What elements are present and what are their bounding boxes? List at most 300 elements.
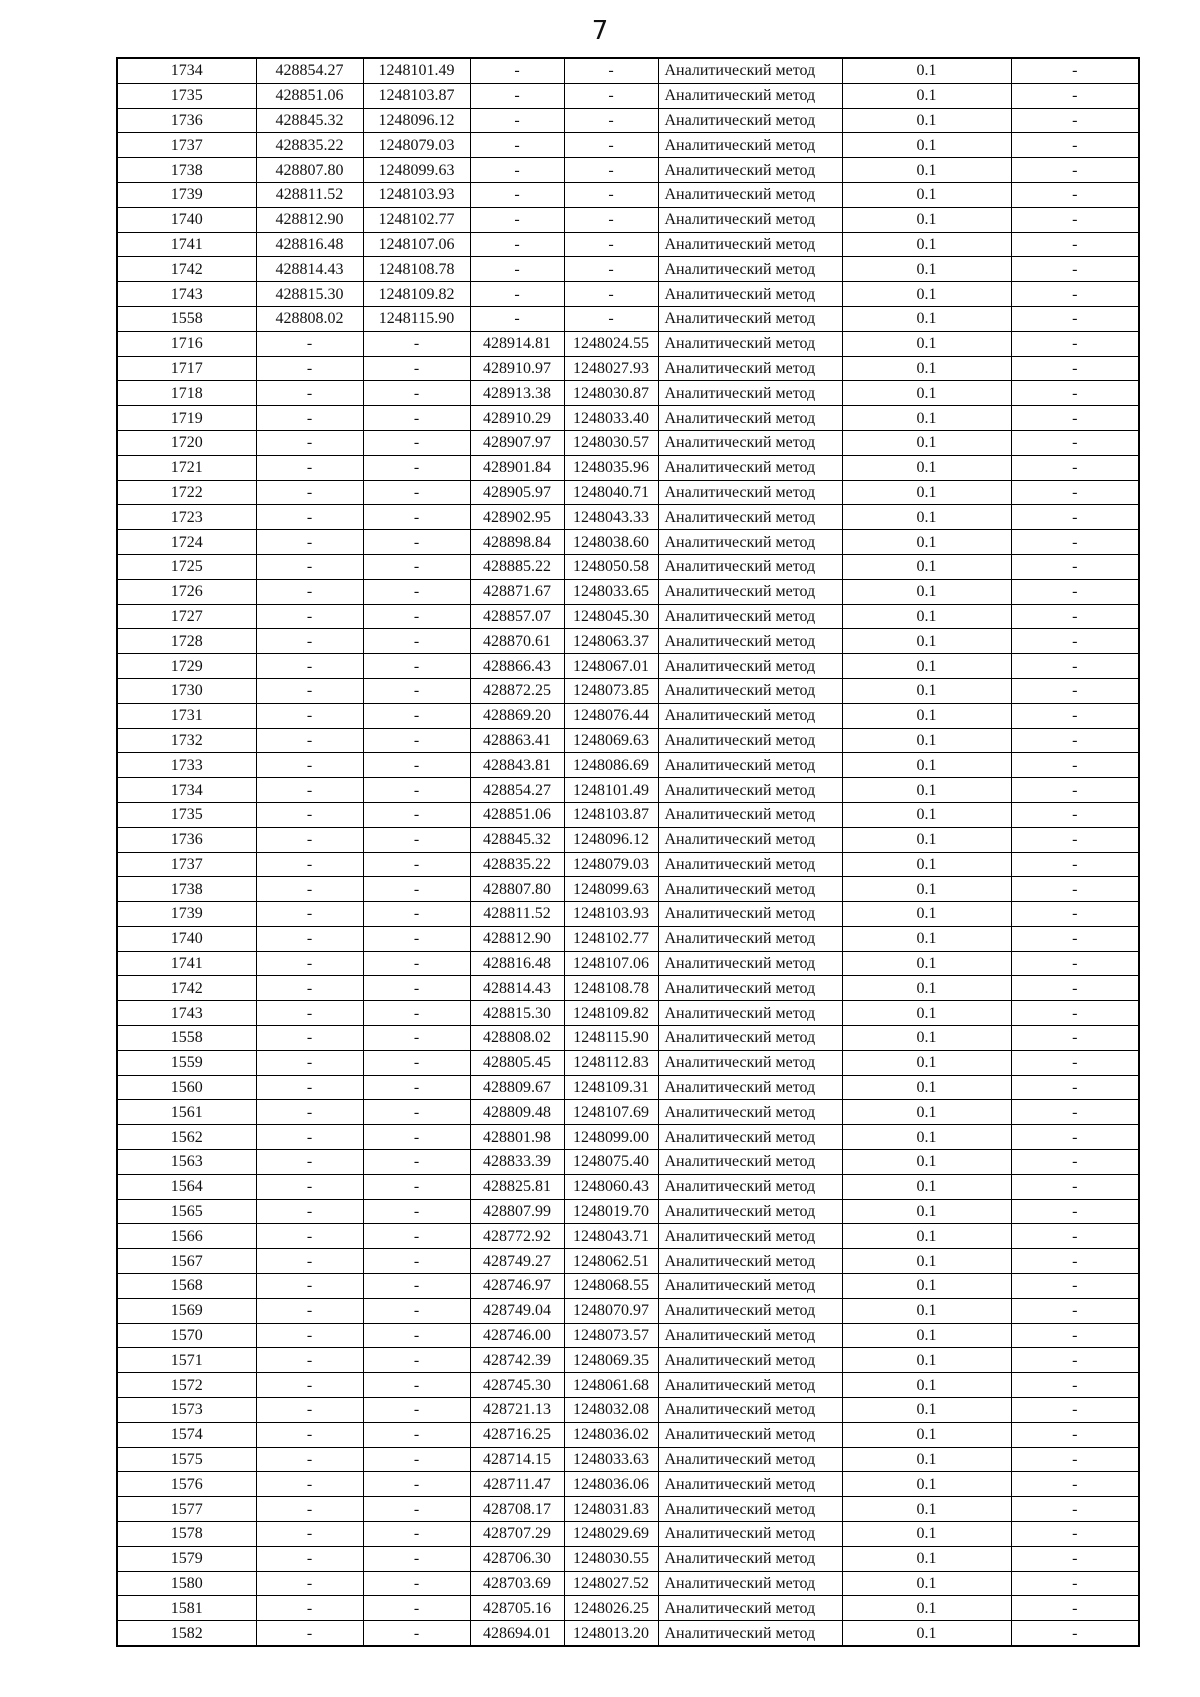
cell-existing-y: - (363, 1174, 470, 1199)
cell-new-y: - (564, 182, 658, 207)
cell-existing-x: - (256, 1050, 363, 1075)
cell-method: Аналитический метод (658, 629, 842, 654)
table-row (117, 926, 1139, 951)
cell-point-number: 1563 (117, 1150, 256, 1175)
cell-new-x: 428907.97 (470, 430, 564, 455)
cell-method: Аналитический метод (658, 381, 842, 406)
table-body (117, 58, 1139, 1646)
cell-existing-x: 428816.48 (256, 232, 363, 257)
cell-new-x: 428772.92 (470, 1224, 564, 1249)
cell-description: - (1011, 1522, 1139, 1547)
cell-existing-x: - (256, 455, 363, 480)
cell-existing-y: - (363, 1150, 470, 1175)
cell-description: - (1011, 406, 1139, 431)
cell-existing-x: - (256, 1422, 363, 1447)
cell-description: - (1011, 282, 1139, 307)
cell-existing-x: - (256, 331, 363, 356)
cell-new-x: 428801.98 (470, 1125, 564, 1150)
table-row (117, 1174, 1139, 1199)
cell-description: - (1011, 1199, 1139, 1224)
cell-new-y: 1248107.69 (564, 1100, 658, 1125)
cell-description: - (1011, 1298, 1139, 1323)
cell-method: Аналитический метод (658, 1100, 842, 1125)
cell-new-x: 428913.38 (470, 381, 564, 406)
table-row (117, 877, 1139, 902)
table-row (117, 604, 1139, 629)
cell-point-number: 1736 (117, 827, 256, 852)
cell-new-x: 428854.27 (470, 778, 564, 803)
cell-existing-y: - (363, 1323, 470, 1348)
cell-method: Аналитический метод (658, 1596, 842, 1621)
cell-new-x: 428703.69 (470, 1571, 564, 1596)
cell-new-y: - (564, 133, 658, 158)
cell-existing-y: - (363, 654, 470, 679)
cell-point-number: 1738 (117, 877, 256, 902)
cell-new-x: - (470, 58, 564, 83)
cell-method: Аналитический метод (658, 158, 842, 183)
cell-precision: 0.1 (842, 158, 1011, 183)
table-row (117, 430, 1139, 455)
cell-method: Аналитический метод (658, 778, 842, 803)
cell-new-y: 1248031.83 (564, 1497, 658, 1522)
cell-description: - (1011, 1100, 1139, 1125)
cell-new-x: 428833.39 (470, 1150, 564, 1175)
cell-method: Аналитический метод (658, 951, 842, 976)
cell-point-number: 1721 (117, 455, 256, 480)
cell-existing-y: 1248102.77 (363, 207, 470, 232)
cell-existing-x: 428811.52 (256, 182, 363, 207)
cell-method: Аналитический метод (658, 306, 842, 331)
cell-existing-x: - (256, 1001, 363, 1026)
cell-description: - (1011, 530, 1139, 555)
cell-new-x: 428807.99 (470, 1199, 564, 1224)
cell-description: - (1011, 306, 1139, 331)
cell-existing-x: - (256, 1497, 363, 1522)
cell-precision: 0.1 (842, 1199, 1011, 1224)
cell-precision: 0.1 (842, 1224, 1011, 1249)
table-row (117, 257, 1139, 282)
cell-method: Аналитический метод (658, 108, 842, 133)
cell-method: Аналитический метод (658, 1026, 842, 1051)
cell-existing-y: - (363, 926, 470, 951)
cell-point-number: 1725 (117, 554, 256, 579)
cell-description: - (1011, 629, 1139, 654)
cell-new-x: 428857.07 (470, 604, 564, 629)
cell-description: - (1011, 1150, 1139, 1175)
cell-description: - (1011, 1472, 1139, 1497)
cell-existing-x: - (256, 852, 363, 877)
cell-method: Аналитический метод (658, 678, 842, 703)
cell-existing-x: 428835.22 (256, 133, 363, 158)
cell-method: Аналитический метод (658, 1546, 842, 1571)
cell-existing-y: - (363, 381, 470, 406)
cell-precision: 0.1 (842, 530, 1011, 555)
cell-existing-x: - (256, 877, 363, 902)
cell-point-number: 1568 (117, 1274, 256, 1299)
cell-existing-y: - (363, 728, 470, 753)
cell-existing-y: - (363, 1522, 470, 1547)
cell-point-number: 1743 (117, 282, 256, 307)
cell-new-x: 428694.01 (470, 1621, 564, 1646)
cell-existing-y: 1248107.06 (363, 232, 470, 257)
cell-point-number: 1733 (117, 753, 256, 778)
cell-existing-y: - (363, 356, 470, 381)
cell-new-x: 428809.67 (470, 1075, 564, 1100)
cell-new-y: 1248103.87 (564, 802, 658, 827)
cell-point-number: 1731 (117, 703, 256, 728)
cell-method: Аналитический метод (658, 1497, 842, 1522)
cell-method: Аналитический метод (658, 753, 842, 778)
cell-description: - (1011, 1050, 1139, 1075)
cell-new-x: 428843.81 (470, 753, 564, 778)
cell-new-y: 1248070.97 (564, 1298, 658, 1323)
cell-point-number: 1742 (117, 257, 256, 282)
table-row (117, 505, 1139, 530)
cell-existing-y: - (363, 1472, 470, 1497)
cell-new-y: 1248069.35 (564, 1348, 658, 1373)
cell-existing-y: - (363, 1596, 470, 1621)
cell-point-number: 1566 (117, 1224, 256, 1249)
cell-new-x: - (470, 306, 564, 331)
cell-precision: 0.1 (842, 1472, 1011, 1497)
cell-existing-y: 1248108.78 (363, 257, 470, 282)
cell-description: - (1011, 1224, 1139, 1249)
cell-new-x: 428910.29 (470, 406, 564, 431)
cell-point-number: 1570 (117, 1323, 256, 1348)
table-row (117, 306, 1139, 331)
cell-new-y: - (564, 257, 658, 282)
cell-method: Аналитический метод (658, 1298, 842, 1323)
cell-precision: 0.1 (842, 480, 1011, 505)
cell-point-number: 1730 (117, 678, 256, 703)
cell-method: Аналитический метод (658, 480, 842, 505)
cell-description: - (1011, 232, 1139, 257)
cell-new-x: - (470, 282, 564, 307)
cell-precision: 0.1 (842, 554, 1011, 579)
cell-existing-x: - (256, 1026, 363, 1051)
cell-new-y: 1248043.33 (564, 505, 658, 530)
cell-existing-x: - (256, 1249, 363, 1274)
cell-description: - (1011, 356, 1139, 381)
cell-description: - (1011, 133, 1139, 158)
cell-new-x: - (470, 133, 564, 158)
cell-description: - (1011, 257, 1139, 282)
cell-new-x: 428845.32 (470, 827, 564, 852)
cell-point-number: 1558 (117, 306, 256, 331)
table-row (117, 629, 1139, 654)
table-row (117, 406, 1139, 431)
cell-description: - (1011, 926, 1139, 951)
cell-existing-y: 1248096.12 (363, 108, 470, 133)
cell-precision: 0.1 (842, 1249, 1011, 1274)
cell-new-y: 1248050.58 (564, 554, 658, 579)
cell-new-x: 428749.04 (470, 1298, 564, 1323)
cell-method: Аналитический метод (658, 1050, 842, 1075)
cell-new-x: - (470, 83, 564, 108)
cell-new-y: 1248112.83 (564, 1050, 658, 1075)
cell-new-y: 1248030.87 (564, 381, 658, 406)
table-row (117, 158, 1139, 183)
cell-new-x: 428885.22 (470, 554, 564, 579)
cell-point-number: 1569 (117, 1298, 256, 1323)
cell-method: Аналитический метод (658, 1422, 842, 1447)
cell-existing-x: - (256, 430, 363, 455)
cell-description: - (1011, 1274, 1139, 1299)
cell-point-number: 1576 (117, 1472, 256, 1497)
cell-point-number: 1737 (117, 852, 256, 877)
cell-new-y: 1248086.69 (564, 753, 658, 778)
cell-method: Аналитический метод (658, 1571, 842, 1596)
cell-new-x: 428749.27 (470, 1249, 564, 1274)
cell-method: Аналитический метод (658, 1621, 842, 1646)
table-row (117, 282, 1139, 307)
cell-precision: 0.1 (842, 1100, 1011, 1125)
cell-description: - (1011, 1546, 1139, 1571)
cell-description: - (1011, 1373, 1139, 1398)
cell-new-x: 428705.16 (470, 1596, 564, 1621)
cell-description: - (1011, 802, 1139, 827)
cell-description: - (1011, 1497, 1139, 1522)
cell-new-y: 1248102.77 (564, 926, 658, 951)
cell-description: - (1011, 455, 1139, 480)
cell-precision: 0.1 (842, 1422, 1011, 1447)
cell-existing-y: - (363, 480, 470, 505)
cell-precision: 0.1 (842, 1522, 1011, 1547)
cell-existing-y: - (363, 678, 470, 703)
cell-point-number: 1739 (117, 902, 256, 927)
cell-new-y: - (564, 108, 658, 133)
cell-point-number: 1579 (117, 1546, 256, 1571)
cell-new-x: 428815.30 (470, 1001, 564, 1026)
cell-description: - (1011, 58, 1139, 83)
cell-existing-x: - (256, 1447, 363, 1472)
cell-new-y: 1248043.71 (564, 1224, 658, 1249)
cell-description: - (1011, 381, 1139, 406)
cell-existing-x: - (256, 530, 363, 555)
cell-precision: 0.1 (842, 282, 1011, 307)
cell-new-x: 428870.61 (470, 629, 564, 654)
table-row (117, 728, 1139, 753)
cell-precision: 0.1 (842, 1026, 1011, 1051)
cell-new-x: 428905.97 (470, 480, 564, 505)
cell-method: Аналитический метод (658, 257, 842, 282)
cell-existing-x: - (256, 678, 363, 703)
cell-existing-x: - (256, 703, 363, 728)
table-row (117, 331, 1139, 356)
cell-point-number: 1724 (117, 530, 256, 555)
table-row (117, 480, 1139, 505)
cell-new-y: 1248027.52 (564, 1571, 658, 1596)
cell-method: Аналитический метод (658, 331, 842, 356)
cell-existing-x: - (256, 902, 363, 927)
cell-description: - (1011, 1026, 1139, 1051)
cell-existing-y: - (363, 331, 470, 356)
cell-precision: 0.1 (842, 827, 1011, 852)
cell-precision: 0.1 (842, 1596, 1011, 1621)
cell-precision: 0.1 (842, 232, 1011, 257)
cell-description: - (1011, 182, 1139, 207)
table-row (117, 1422, 1139, 1447)
cell-existing-y: - (363, 554, 470, 579)
cell-method: Аналитический метод (658, 282, 842, 307)
cell-existing-y: 1248109.82 (363, 282, 470, 307)
cell-new-y: 1248068.55 (564, 1274, 658, 1299)
cell-new-x: 428746.97 (470, 1274, 564, 1299)
table-row (117, 703, 1139, 728)
cell-new-y: 1248033.63 (564, 1447, 658, 1472)
cell-method: Аналитический метод (658, 1249, 842, 1274)
table-row (117, 827, 1139, 852)
cell-description: - (1011, 654, 1139, 679)
cell-point-number: 1729 (117, 654, 256, 679)
cell-existing-x: - (256, 629, 363, 654)
cell-precision: 0.1 (842, 852, 1011, 877)
cell-existing-x: - (256, 1348, 363, 1373)
cell-precision: 0.1 (842, 728, 1011, 753)
cell-description: - (1011, 1125, 1139, 1150)
table-row (117, 83, 1139, 108)
cell-new-y: 1248063.37 (564, 629, 658, 654)
cell-point-number: 1743 (117, 1001, 256, 1026)
cell-existing-y: - (363, 1050, 470, 1075)
cell-point-number: 1718 (117, 381, 256, 406)
cell-description: - (1011, 827, 1139, 852)
cell-description: - (1011, 108, 1139, 133)
cell-method: Аналитический метод (658, 232, 842, 257)
cell-new-x: 428866.43 (470, 654, 564, 679)
cell-existing-y: - (363, 1001, 470, 1026)
cell-existing-y: 1248099.63 (363, 158, 470, 183)
cell-new-x: 428910.97 (470, 356, 564, 381)
cell-description: - (1011, 728, 1139, 753)
table-row (117, 1001, 1139, 1026)
cell-description: - (1011, 1323, 1139, 1348)
cell-new-y: - (564, 207, 658, 232)
cell-description: - (1011, 83, 1139, 108)
table-row (117, 1026, 1139, 1051)
cell-precision: 0.1 (842, 207, 1011, 232)
cell-description: - (1011, 1249, 1139, 1274)
cell-point-number: 1560 (117, 1075, 256, 1100)
cell-new-y: 1248109.31 (564, 1075, 658, 1100)
table-row (117, 1571, 1139, 1596)
cell-description: - (1011, 1348, 1139, 1373)
cell-method: Аналитический метод (658, 1174, 842, 1199)
cell-precision: 0.1 (842, 1621, 1011, 1646)
cell-new-y: 1248035.96 (564, 455, 658, 480)
cell-precision: 0.1 (842, 902, 1011, 927)
cell-point-number: 1735 (117, 83, 256, 108)
cell-point-number: 1741 (117, 232, 256, 257)
cell-description: - (1011, 951, 1139, 976)
cell-new-y: 1248032.08 (564, 1398, 658, 1423)
cell-precision: 0.1 (842, 430, 1011, 455)
cell-description: - (1011, 1621, 1139, 1646)
cell-point-number: 1582 (117, 1621, 256, 1646)
cell-method: Аналитический метод (658, 356, 842, 381)
cell-precision: 0.1 (842, 877, 1011, 902)
cell-new-x: 428869.20 (470, 703, 564, 728)
table-row (117, 1075, 1139, 1100)
cell-existing-y: - (363, 604, 470, 629)
cell-method: Аналитический метод (658, 455, 842, 480)
cell-new-y: 1248036.06 (564, 1472, 658, 1497)
cell-new-x: 428898.84 (470, 530, 564, 555)
cell-precision: 0.1 (842, 1125, 1011, 1150)
cell-method: Аналитический метод (658, 604, 842, 629)
table-row (117, 1522, 1139, 1547)
cell-existing-x: - (256, 827, 363, 852)
cell-new-y: - (564, 83, 658, 108)
cell-new-x: 428871.67 (470, 579, 564, 604)
cell-existing-y: - (363, 852, 470, 877)
cell-precision: 0.1 (842, 455, 1011, 480)
cell-description: - (1011, 604, 1139, 629)
table-row (117, 1497, 1139, 1522)
table-row (117, 1274, 1139, 1299)
cell-point-number: 1737 (117, 133, 256, 158)
table-row (117, 1150, 1139, 1175)
cell-existing-y: - (363, 629, 470, 654)
cell-point-number: 1574 (117, 1422, 256, 1447)
table-row (117, 778, 1139, 803)
cell-precision: 0.1 (842, 406, 1011, 431)
cell-description: - (1011, 480, 1139, 505)
cell-existing-y: - (363, 778, 470, 803)
cell-existing-y: - (363, 1546, 470, 1571)
cell-new-y: 1248033.65 (564, 579, 658, 604)
cell-existing-y: - (363, 976, 470, 1001)
cell-description: - (1011, 505, 1139, 530)
cell-new-x: - (470, 108, 564, 133)
cell-method: Аналитический метод (658, 654, 842, 679)
table-row (117, 207, 1139, 232)
cell-existing-x: - (256, 1224, 363, 1249)
cell-precision: 0.1 (842, 1571, 1011, 1596)
cell-precision: 0.1 (842, 1150, 1011, 1175)
cell-method: Аналитический метод (658, 1001, 842, 1026)
cell-precision: 0.1 (842, 654, 1011, 679)
cell-new-y: 1248062.51 (564, 1249, 658, 1274)
cell-new-x: 428716.25 (470, 1422, 564, 1447)
cell-point-number: 1562 (117, 1125, 256, 1150)
cell-new-y: 1248013.20 (564, 1621, 658, 1646)
cell-point-number: 1565 (117, 1199, 256, 1224)
cell-existing-x: 428851.06 (256, 83, 363, 108)
cell-existing-y: - (363, 1075, 470, 1100)
cell-new-x: - (470, 207, 564, 232)
cell-point-number: 1561 (117, 1100, 256, 1125)
cell-new-x: 428901.84 (470, 455, 564, 480)
table-row (117, 1398, 1139, 1423)
cell-new-x: - (470, 232, 564, 257)
cell-existing-x: - (256, 554, 363, 579)
table-row (117, 902, 1139, 927)
cell-existing-y: - (363, 430, 470, 455)
cell-point-number: 1573 (117, 1398, 256, 1423)
cell-existing-x: - (256, 1323, 363, 1348)
cell-new-y: 1248099.63 (564, 877, 658, 902)
cell-point-number: 1732 (117, 728, 256, 753)
cell-new-x: 428745.30 (470, 1373, 564, 1398)
cell-new-x: 428721.13 (470, 1398, 564, 1423)
cell-existing-x: - (256, 654, 363, 679)
cell-method: Аналитический метод (658, 1398, 842, 1423)
cell-existing-y: - (363, 827, 470, 852)
cell-method: Аналитический метод (658, 579, 842, 604)
cell-description: - (1011, 678, 1139, 703)
cell-existing-y: - (363, 406, 470, 431)
